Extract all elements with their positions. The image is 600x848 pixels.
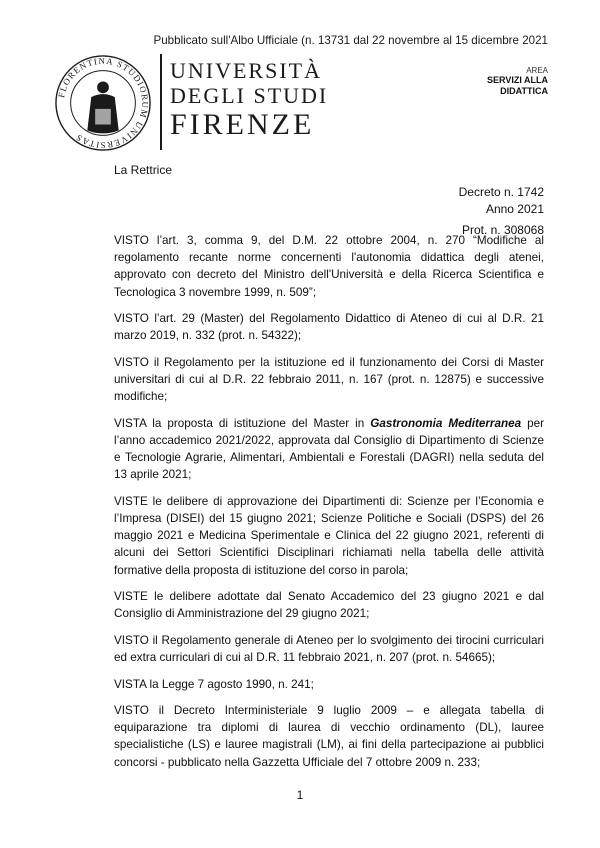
university-seal-logo — [54, 54, 152, 152]
header-divider — [160, 54, 162, 150]
paragraph: VISTO l’art. 29 (Master) del Regolamento Didattico di Ateneo di cui al D.R. 21 marzo 2019, n. 332 (prot. n. 54322); — [114, 312, 544, 343]
decree-number: Decreto n. 1742 — [458, 185, 544, 199]
protocol-number: Prot. n. 308068 — [461, 223, 544, 237]
publication-notice: Pubblicato sull'Albo Ufficiale (n. 13731 dal 22 novembre al 15 dicembre 2021 — [153, 34, 548, 47]
page-number: 1 — [296, 788, 304, 802]
paragraph: VISTE le delibere adottate dal Senato Accademico del 23 giugno 2021 e dal Consiglio di Amministrazione del 29 giugno 2021; — [114, 590, 544, 621]
decree-info — [459, 184, 544, 239]
paragraph: VISTO il Decreto Interministeriale 9 luglio 2009 – e allegata tabella di equiparazione tra diplomi di laurea di vecchio ordinamento (DL), lauree specialistiche (LS) e lauree magistrali (LM), ai fini della partecipazione ai pubblici concorsi - pubblicato nella Gazzetta Ufficiale del 7 ottobre 2009 n. 233; — [114, 704, 544, 769]
university-name-line1: UNIVERSITÀ — [170, 58, 322, 83]
area-label-line1: SERVIZI ALLA — [486, 75, 548, 86]
area-label-title: AREA — [526, 66, 548, 75]
university-name-line3: FIRENZE — [170, 108, 315, 141]
paragraph: VISTA la proposta di istituzione del Master in Gastronomia Mediterranea per l’anno accademico 2021/2022, approvata dal Consiglio di Dipartimento di Scienze e Tecnologie Agrarie, Alimentari, Ambientali e Forestali (DAGRI) nella seduta del 13 aprile 2021; — [114, 416, 545, 482]
area-label-line2: DIDATTICA — [500, 85, 548, 96]
paragraph: VISTO l’art. 3, comma 9, del D.M. 22 ottobre 2004, n. 270 “Modifiche al regolamento recante norme concernenti l'autonomia didattica degli atenei, approvato con decreto del Ministro dell'Università e della Ricerca Scientifica e Tecnologica 3 novembre 1999, n. 509”; — [114, 234, 544, 299]
addressee: La Rettrice — [114, 163, 173, 177]
area-label — [487, 66, 548, 96]
university-name-line2: DEGLI STUDI — [170, 83, 329, 108]
master-name: Gastronomia Mediterranea — [370, 416, 522, 430]
paragraph: VISTE le delibere di approvazione dei Dipartimenti di: Scienze per l’Economia e l’Impresa (DISEI) del 15 giugno 2021; Scienze Politiche e Sociali (DSPS) del 26 maggio 2021 e Medicina Sperimentale e Clinica del 22 giugno 2021, referenti di alcuni dei Settori Scientifici Disciplinari richiamati nella tabella delle attività formative della proposta di istituzione del corso in parola; — [114, 494, 544, 577]
document-body — [114, 232, 544, 780]
seal-text: FLORENTINA STUDIORUM UNIVERSITAS — [56, 55, 151, 151]
decree-year: Anno 2021 — [485, 202, 544, 216]
paragraph: VISTO il Regolamento generale di Ateneo per lo svolgimento dei tirocini curriculari ed extra curriculari di cui al D.R. 11 febbraio 2021, n. 207 (prot. n. 54665); — [114, 633, 544, 665]
paragraph: VISTA la Legge 7 agosto 1990, n. 241; — [114, 677, 314, 691]
university-wordmark — [170, 60, 328, 140]
paragraph: VISTO il Regolamento per la istituzione ed il funzionamento dei Corsi di Master universitari di cui al D.R. 22 febbraio 2011, n. 167 (prot. n. 12875) e successive modifiche; — [114, 355, 544, 404]
